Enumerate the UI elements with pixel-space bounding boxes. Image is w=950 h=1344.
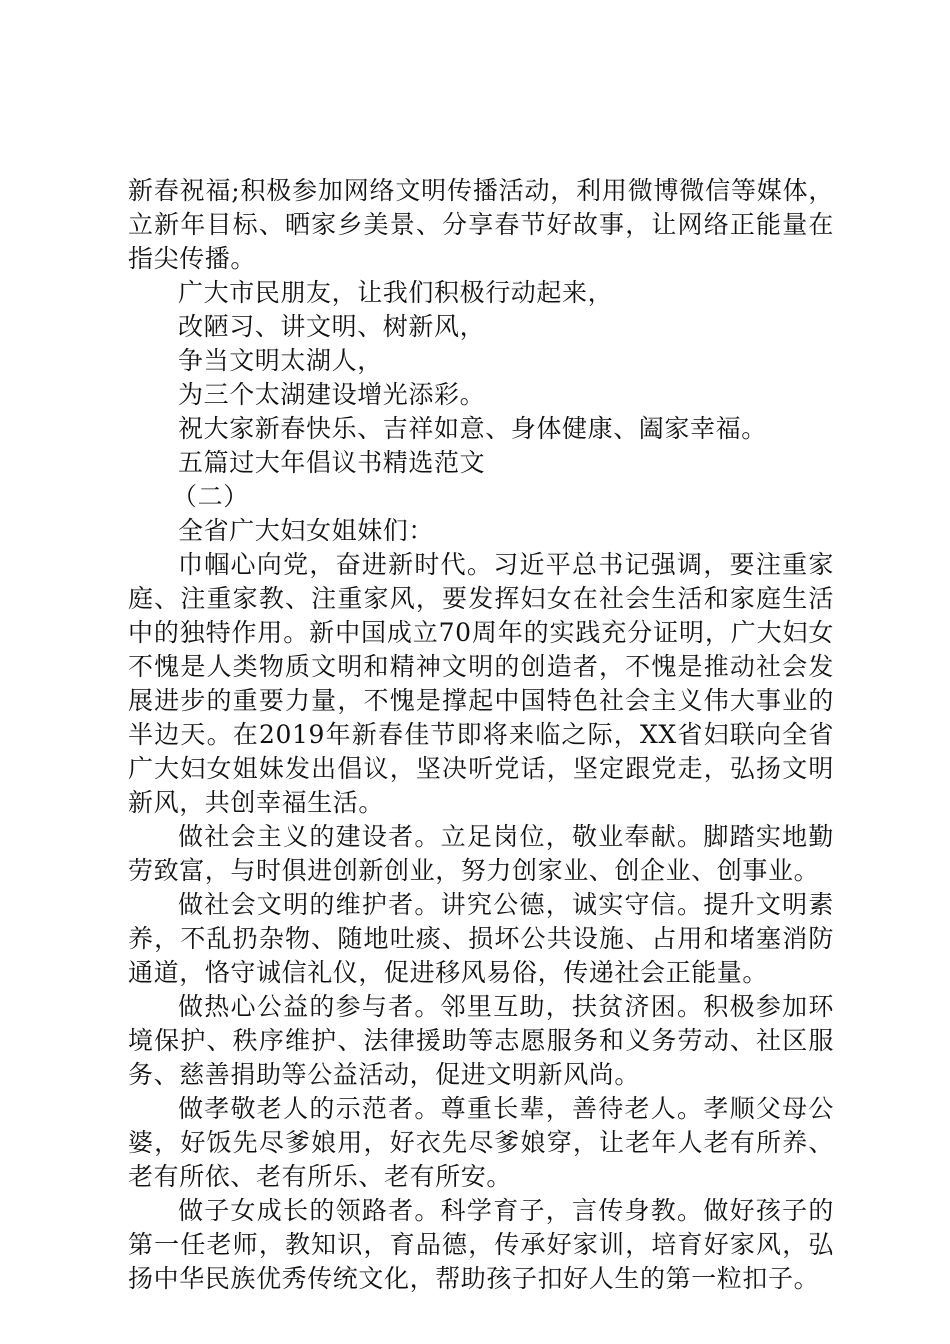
document-page: [128, 174, 834, 1296]
section-number: （二）: [172, 482, 249, 511]
paragraph-call-to-action: 广大市民朋友，让我们积极行动起来，: [178, 278, 614, 307]
section-title: 五篇过大年倡议书精选范文: [178, 448, 486, 477]
paragraph-public-welfare: 做热心公益的参与者。邻里互助，扶贫济困。积极参加环境保护、秩序维护、法律援助等志愿服务和义务劳动、社区服务、慈善捐助等公益活动，促进文明新风尚。: [128, 992, 834, 1089]
paragraph-builder: 做社会主义的建设者。立足岗位，敬业奉献。脚踏实地勤劳致富，与时俱进创新创业，努力创家业、创企业、创事业。: [128, 822, 834, 885]
paragraph-slogan-3: 为三个太湖建设增光添彩。: [178, 380, 486, 409]
paragraph-intro: 巾帼心向党，奋进新时代。习近平总书记强调，要注重家庭、注重家教、注重家风，要发挥妇女在社会生活和家庭生活中的独特作用。新中国成立70周年的实践充分证明，广大妇女不愧是人类物质文明和精神文明的创造者，不愧是推动社会发展进步的重要力量，不愧是撑起中国特色社会主义伟大事业的半边天。在2019年新春佳节即将来临之际，XX省妇联向全省广大妇女姐妹发出倡议，坚决听党话，坚定跟党走，弘扬文明新风，共创幸福生活。: [128, 550, 834, 817]
paragraph-parenting: 做子女成长的领路者。科学育子，言传身教。做好孩子的第一任老师，教知识，育品德，传承好家训，培育好家风，弘扬中华民族优秀传统文化，帮助孩子扣好人生的第一粒扣子。: [128, 1196, 834, 1293]
paragraph-wishes: 祝大家新春快乐、吉祥如意、身体健康、阖家幸福。: [178, 414, 767, 443]
salutation: 全省广大妇女姐妹们：: [178, 516, 435, 545]
paragraph-slogan-2: 争当文明太湖人，: [178, 346, 383, 375]
paragraph-slogan-1: 改陋习、讲文明、树新风，: [178, 312, 486, 341]
paragraph-continuation: 新春祝福;积极参加网络文明传播活动，利用微博微信等媒体，立新年目标、晒家乡美景、分享春节好故事，让网络正能量在指尖传播。: [128, 176, 834, 273]
paragraph-civility: 做社会文明的维护者。讲究公德，诚实守信。提升文明素养，不乱扔杂物、随地吐痰、损坏公共设施、占用和堵塞消防通道，恪守诚信礼仪，促进移风易俗，传递社会正能量。: [128, 890, 834, 987]
paragraph-filial-piety: 做孝敬老人的示范者。尊重长辈，善待老人。孝顺父母公婆，好饭先尽爹娘用，好衣先尽爹娘穿，让老年人老有所养、老有所依、老有所乐、老有所安。: [128, 1094, 834, 1191]
